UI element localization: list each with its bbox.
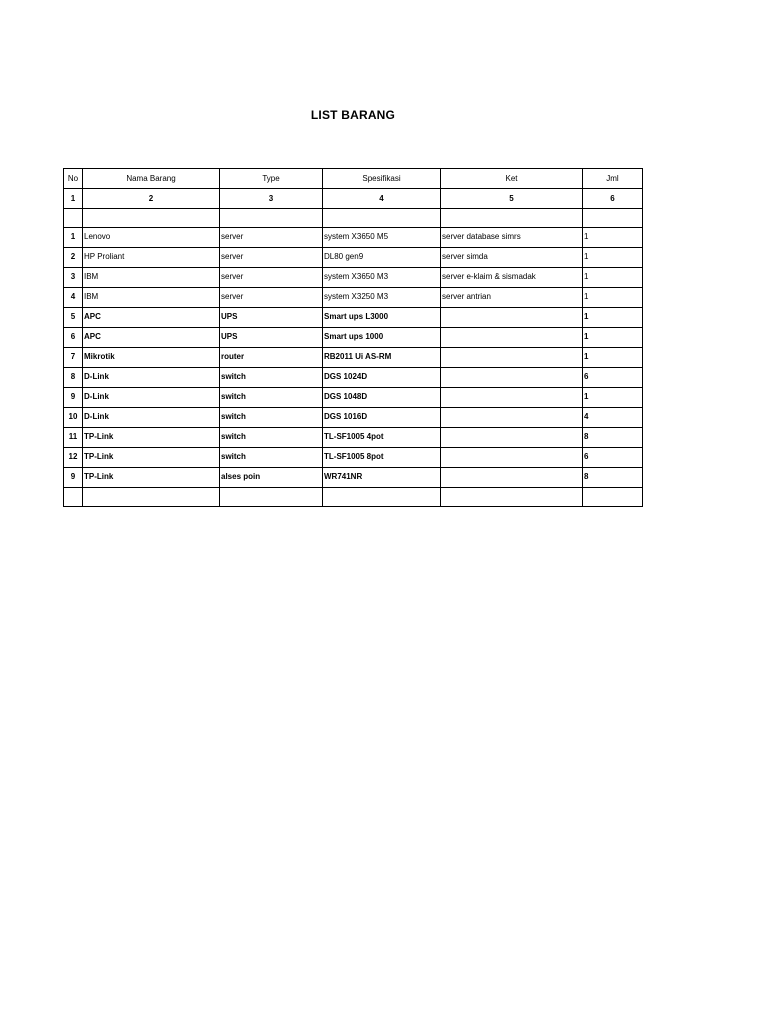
- blank-cell: [323, 488, 441, 507]
- cell-no: 5: [64, 308, 83, 328]
- cell-nama-barang: HP Proliant: [83, 248, 220, 268]
- cell-jml: 8: [583, 468, 643, 488]
- table-row: [64, 468, 643, 488]
- page-title: LIST BARANG: [310, 108, 396, 122]
- cell-no: 7: [64, 348, 83, 368]
- cell-spesifikasi: system X3650 M5: [323, 228, 441, 248]
- blank-row: [64, 209, 643, 228]
- header-jml: Jml: [583, 169, 643, 189]
- cell-no: 9: [64, 468, 83, 488]
- blank-cell: [323, 209, 441, 228]
- table-row: [64, 268, 643, 288]
- cell-spesifikasi: DL80 gen9: [323, 248, 441, 268]
- cell-jml: 1: [583, 268, 643, 288]
- cell-type: alses poin: [220, 468, 323, 488]
- cell-jml: 6: [583, 368, 643, 388]
- cell-no: 1: [64, 228, 83, 248]
- cell-type: switch: [220, 428, 323, 448]
- index-cell: 6: [583, 189, 643, 209]
- cell-type: server: [220, 288, 323, 308]
- header-type: Type: [220, 169, 323, 189]
- table-row: [64, 308, 643, 328]
- cell-ket: [441, 328, 583, 348]
- blank-cell: [583, 209, 643, 228]
- blank-cell: [83, 209, 220, 228]
- cell-ket: server database simrs: [441, 228, 583, 248]
- cell-spesifikasi: RB2011 Ui AS-RM: [323, 348, 441, 368]
- cell-no: 2: [64, 248, 83, 268]
- index-cell: 3: [220, 189, 323, 209]
- column-index-row: [64, 189, 643, 209]
- cell-no: 10: [64, 408, 83, 428]
- cell-nama-barang: TP-Link: [83, 428, 220, 448]
- table-row: [64, 248, 643, 268]
- index-cell: 1: [64, 189, 83, 209]
- cell-ket: [441, 408, 583, 428]
- blank-cell: [441, 488, 583, 507]
- cell-type: server: [220, 248, 323, 268]
- inventory-table: [63, 168, 643, 507]
- cell-nama-barang: Mikrotik: [83, 348, 220, 368]
- cell-type: switch: [220, 448, 323, 468]
- blank-cell: [220, 209, 323, 228]
- cell-jml: 6: [583, 448, 643, 468]
- table-row: [64, 328, 643, 348]
- cell-ket: server simda: [441, 248, 583, 268]
- cell-nama-barang: D-Link: [83, 388, 220, 408]
- cell-spesifikasi: TL-SF1005 4pot: [323, 428, 441, 448]
- cell-nama-barang: D-Link: [83, 368, 220, 388]
- cell-nama-barang: APC: [83, 328, 220, 348]
- blank-cell: [64, 488, 83, 507]
- table-row: [64, 428, 643, 448]
- cell-jml: 4: [583, 408, 643, 428]
- cell-spesifikasi: system X3650 M3: [323, 268, 441, 288]
- cell-nama-barang: TP-Link: [83, 468, 220, 488]
- cell-nama-barang: TP-Link: [83, 448, 220, 468]
- cell-ket: [441, 368, 583, 388]
- cell-type: UPS: [220, 328, 323, 348]
- header-ket: Ket: [441, 169, 583, 189]
- cell-type: server: [220, 228, 323, 248]
- cell-jml: 1: [583, 248, 643, 268]
- cell-no: 8: [64, 368, 83, 388]
- cell-nama-barang: Lenovo: [83, 228, 220, 248]
- cell-ket: server antrian: [441, 288, 583, 308]
- table-row: [64, 448, 643, 468]
- cell-type: switch: [220, 368, 323, 388]
- cell-jml: 1: [583, 388, 643, 408]
- index-cell: 2: [83, 189, 220, 209]
- table-row: [64, 228, 643, 248]
- cell-ket: [441, 468, 583, 488]
- cell-spesifikasi: Smart ups L3000: [323, 308, 441, 328]
- blank-cell: [64, 209, 83, 228]
- table-row: [64, 368, 643, 388]
- cell-jml: 1: [583, 228, 643, 248]
- blank-cell: [441, 209, 583, 228]
- index-cell: 4: [323, 189, 441, 209]
- cell-nama-barang: APC: [83, 308, 220, 328]
- cell-ket: [441, 308, 583, 328]
- cell-spesifikasi: DGS 1048D: [323, 388, 441, 408]
- cell-type: switch: [220, 388, 323, 408]
- cell-ket: [441, 448, 583, 468]
- cell-no: 3: [64, 268, 83, 288]
- cell-ket: server e-klaim & sismadak: [441, 268, 583, 288]
- blank-cell: [220, 488, 323, 507]
- table-row: [64, 388, 643, 408]
- index-cell: 5: [441, 189, 583, 209]
- cell-jml: 1: [583, 308, 643, 328]
- cell-no: 12: [64, 448, 83, 468]
- cell-nama-barang: IBM: [83, 268, 220, 288]
- header-spesifikasi: Spesifikasi: [323, 169, 441, 189]
- cell-spesifikasi: DGS 1016D: [323, 408, 441, 428]
- cell-ket: [441, 348, 583, 368]
- cell-ket: [441, 428, 583, 448]
- header-nama-barang: Nama Barang: [83, 169, 220, 189]
- cell-nama-barang: IBM: [83, 288, 220, 308]
- cell-spesifikasi: Smart ups 1000: [323, 328, 441, 348]
- table-row: [64, 348, 643, 368]
- cell-type: UPS: [220, 308, 323, 328]
- blank-row: [64, 488, 643, 507]
- cell-jml: 1: [583, 348, 643, 368]
- cell-spesifikasi: system X3250 M3: [323, 288, 441, 308]
- cell-spesifikasi: WR741NR: [323, 468, 441, 488]
- cell-jml: 1: [583, 328, 643, 348]
- cell-spesifikasi: TL-SF1005 8pot: [323, 448, 441, 468]
- cell-no: 9: [64, 388, 83, 408]
- header-no: No: [64, 169, 83, 189]
- blank-cell: [83, 488, 220, 507]
- cell-type: server: [220, 268, 323, 288]
- table-row: [64, 408, 643, 428]
- cell-ket: [441, 388, 583, 408]
- cell-no: 6: [64, 328, 83, 348]
- header-row: [64, 169, 643, 189]
- cell-no: 11: [64, 428, 83, 448]
- cell-spesifikasi: DGS 1024D: [323, 368, 441, 388]
- cell-jml: 8: [583, 428, 643, 448]
- table-row: [64, 288, 643, 308]
- blank-cell: [583, 488, 643, 507]
- cell-type: router: [220, 348, 323, 368]
- cell-no: 4: [64, 288, 83, 308]
- cell-nama-barang: D-Link: [83, 408, 220, 428]
- cell-type: switch: [220, 408, 323, 428]
- cell-jml: 1: [583, 288, 643, 308]
